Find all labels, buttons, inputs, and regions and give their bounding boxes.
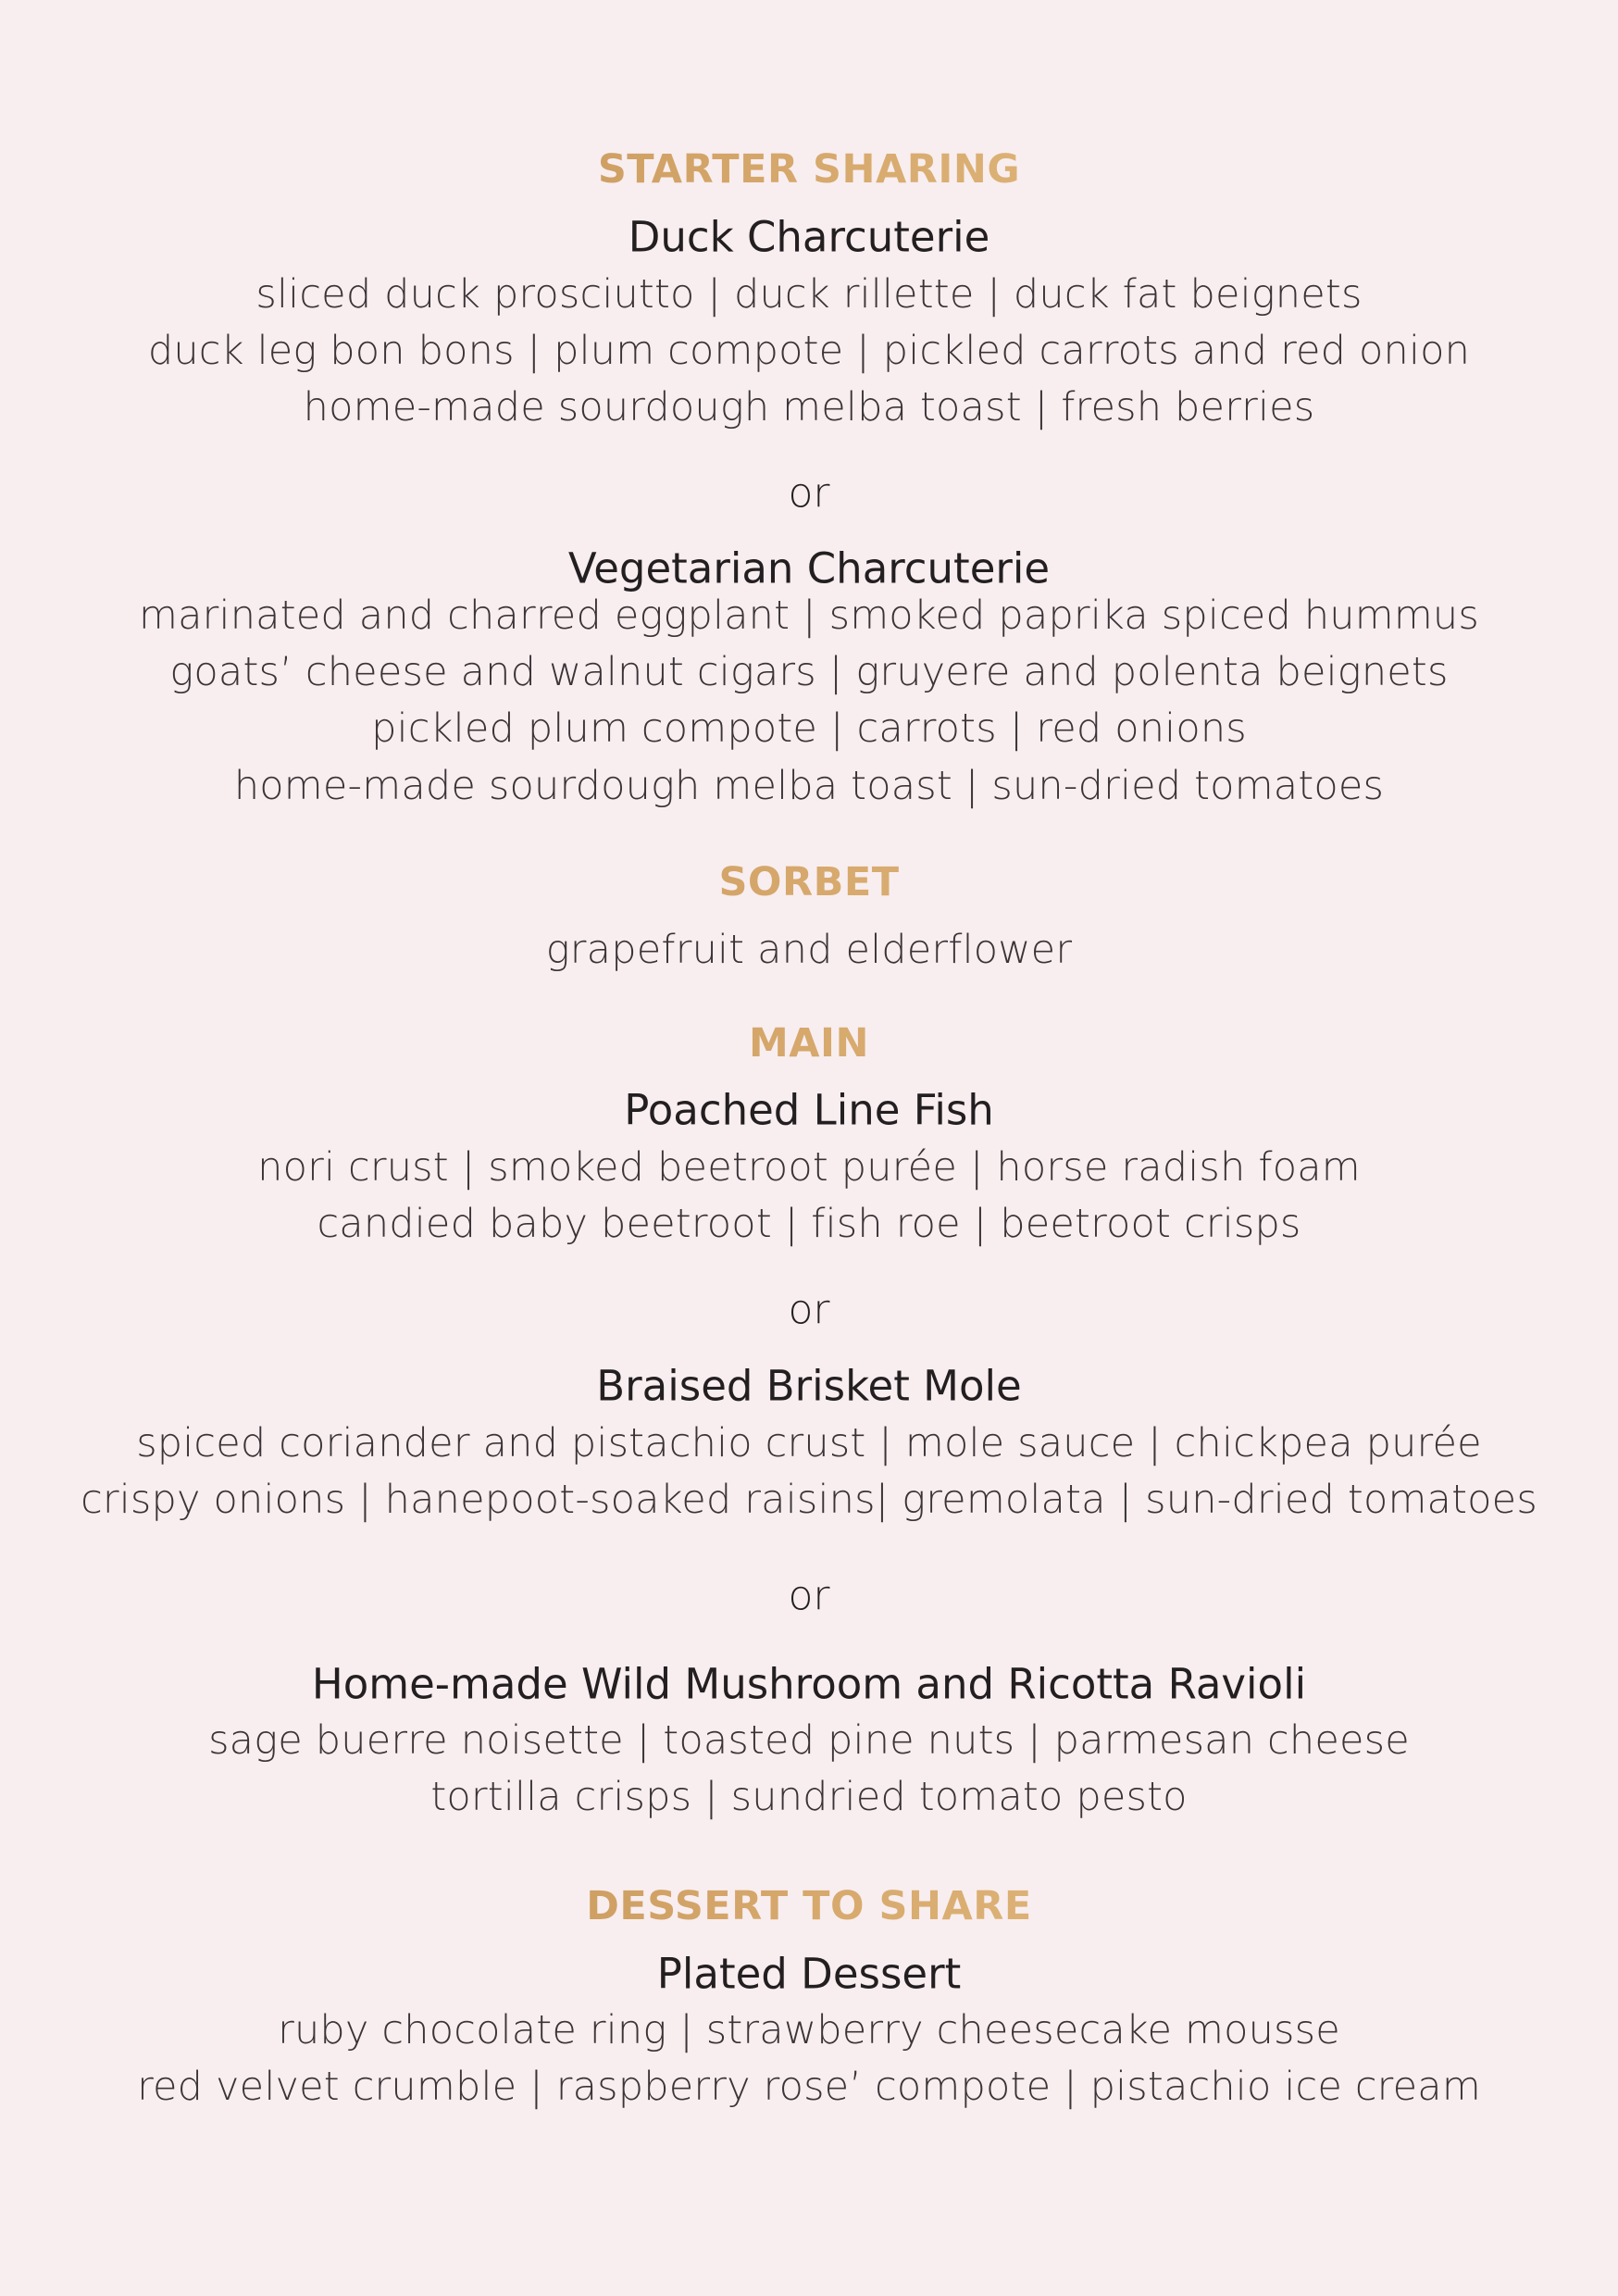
dish-description-line: home-made sourdough melba toast | fresh berries [303, 384, 1315, 430]
dish-description-line: home-made sourdough melba toast | sun-dried tomatoes [233, 763, 1385, 809]
section-heading-dessert: DESSERT TO SHARE [0, 1883, 1618, 1929]
dish-description-line: tortilla crisps | sundried tomato pesto [430, 1774, 1188, 1820]
dish-name-braised-brisket-mole: Braised Brisket Mole [596, 1361, 1022, 1411]
dish-description-line: duck leg bon bons | plum compote | pickled carrots and red onion [147, 328, 1471, 374]
dish-name-vegetarian-charcuterie: Vegetarian Charcuterie [567, 543, 1051, 593]
dish-description-line: ruby chocolate ring | strawberry cheesecake mousse [278, 2007, 1340, 2053]
sorbet-description: grapefruit and elderflower [545, 927, 1073, 973]
dish-name-plated-dessert: Plated Dessert [656, 1949, 962, 1999]
dish-name-duck-charcuterie: Duck Charcuterie [628, 212, 990, 262]
dish-description-line: sliced duck prosciutto | duck rillette | duck fat beignets [255, 271, 1363, 318]
or-divider: or [788, 1286, 830, 1334]
dish-description-line: marinated and charred eggplant | smoked paprika spiced hummus [139, 593, 1479, 639]
or-divider: or [788, 1572, 830, 1620]
section-heading-sorbet: SORBET [0, 859, 1618, 905]
section-heading-starter: STARTER SHARING [0, 146, 1618, 193]
or-divider: or [788, 469, 830, 518]
section-heading-main: MAIN [0, 1020, 1618, 1067]
dish-name-mushroom-ricotta-ravioli: Home-made Wild Mushroom and Ricotta Ravioli [311, 1659, 1307, 1709]
dish-description-line: candied baby beetroot | fish roe | beetroot crisps [317, 1201, 1301, 1247]
dish-description-line: spiced coriander and pistachio crust | mole sauce | chickpea purée [136, 1420, 1482, 1466]
dish-description-line: goats’ cheese and walnut cigars | gruyere and polenta beignets [169, 649, 1449, 695]
dish-description-line: pickled plum compote | carrots | red onions [371, 705, 1247, 752]
dish-name-poached-line-fish: Poached Line Fish [624, 1085, 994, 1135]
dish-description-line: nori crust | smoked beetroot purée | horse radish foam [257, 1144, 1361, 1191]
dish-description-line: red velvet crumble | raspberry rose’ compote | pistachio ice cream [137, 2064, 1481, 2110]
dish-description-line: sage buerre noisette | toasted pine nuts | parmesan cheese [208, 1717, 1410, 1764]
dish-description-line: crispy onions | hanepoot-soaked raisins| gremolata | sun-dried tomatoes [81, 1477, 1537, 1523]
